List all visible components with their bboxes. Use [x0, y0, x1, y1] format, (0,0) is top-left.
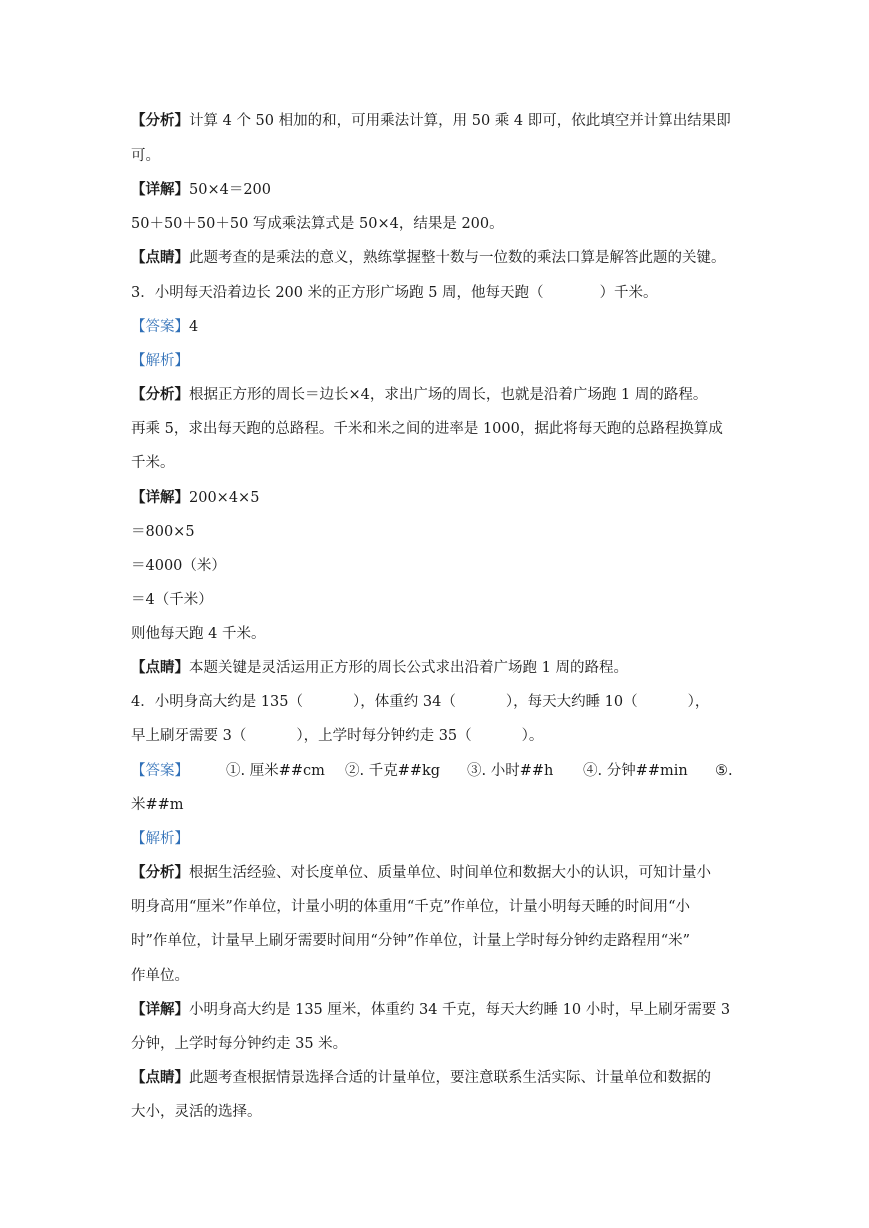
label-analysis: 【分析】	[131, 386, 189, 403]
label-answer: 【答案】	[131, 319, 189, 335]
q4-detail-line-2: 分钟，上学时每分钟约走 35 米。	[131, 1036, 348, 1052]
label-point: 【点睛】	[131, 1069, 189, 1086]
q3-analysis-line-1: 【分析】根据正方形的周长＝边长×4，求出广场的周长，也就是沿着广场跑 1 周的路程。	[131, 386, 708, 403]
prev-detail-line-1: 【详解】50×4＝200	[131, 181, 272, 198]
label-point: 【点睛】	[131, 249, 189, 266]
label-detail: 【详解】	[131, 181, 189, 198]
q3-detail-line-3: ＝4000（米）	[131, 558, 226, 574]
q4-analysis-line-4: 作单位。	[131, 968, 189, 984]
q3-detail-line-2: ＝800×5	[131, 524, 195, 540]
label-detail: 【详解】	[131, 1001, 189, 1018]
q4-analysis-line-3: 时”作单位，计量早上刷牙需要时间用“分钟”作单位，计量上学时每分钟约走路程用“米”	[131, 933, 691, 949]
answer-item: ②. 千克##kg	[345, 763, 441, 779]
q4-solution-label: 【解析】	[131, 831, 189, 847]
prev-analysis-line-2: 可。	[131, 148, 160, 164]
prev-analysis-line-1: 【分析】计算 4 个 50 相加的和，可用乘法计算，用 50 乘 4 即可，依此填空并计算出结果即	[131, 112, 731, 129]
prev-point-line: 【点睛】此题考查的是乘法的意义，熟练掌握整十数与一位数的乘法口算是解答此题的关键。	[131, 249, 726, 266]
q4-detail-line-1: 【详解】小明身高大约是 135 厘米，体重约 34 千克，每天大约睡 10 小时，早上刷牙需要 3	[131, 1001, 731, 1018]
answer-item: ①. 厘米##cm	[226, 763, 325, 779]
q3-detail-line-5: 则他每天跑 4 千米。	[131, 626, 266, 642]
q4-answer-continued: 米##m	[131, 797, 184, 813]
label-analysis: 【分析】	[131, 864, 189, 881]
q4-question-line-2: 早上刷牙需要 3（ ），上学时每分钟约走 35（ ）。	[131, 728, 544, 744]
prev-detail-line-2: 50＋50＋50＋50 写成乘法算式是 50×4，结果是 200。	[131, 216, 504, 232]
label-detail: 【详解】	[131, 489, 189, 506]
q3-analysis-line-2: 再乘 5，求出每天跑的总路程。千米和米之间的进率是 1000，据此将每天跑的总路程换算成	[131, 421, 723, 437]
q4-analysis-line-1: 【分析】根据生活经验、对长度单位、质量单位、时间单位和数据大小的认识，可知计量小	[131, 864, 711, 881]
q4-analysis-line-2: 明身高用“厘米”作单位，计量小明的体重用“千克”作单位，计量小明每天睡的时间用“小	[131, 899, 691, 915]
answer-item: ③. 小时##h	[467, 763, 554, 779]
label-point: 【点睛】	[131, 659, 189, 676]
q4-answer-line	[131, 761, 733, 781]
q4-question-line-1: 4．小明身高大约是 135（ ），体重约 34（ ），每天大约睡 10（ ），	[131, 694, 710, 710]
q3-point-line: 【点睛】本题关键是灵活运用正方形的周长公式求出沿着广场跑 1 周的路程。	[131, 659, 628, 676]
q3-detail-line-1: 【详解】200×4×5	[131, 489, 260, 506]
q4-point-line-2: 大小，灵活的选择。	[131, 1104, 262, 1120]
q3-question: 3．小明每天沿着边长 200 米的正方形广场跑 5 周，他每天跑（ ）千米。	[131, 285, 658, 301]
q3-solution-label: 【解析】	[131, 353, 189, 369]
label-analysis: 【分析】	[131, 112, 189, 129]
answer-item: ⑤.	[715, 763, 733, 779]
q3-analysis-line-3: 千米。	[131, 455, 175, 471]
answer-item: ④. 分钟##min	[583, 763, 688, 779]
q4-point-line-1: 【点睛】此题考查根据情景选择合适的计量单位，要注意联系生活实际、计量单位和数据的	[131, 1069, 711, 1086]
q3-detail-line-4: ＝4（千米）	[131, 592, 213, 608]
label-answer: 【答案】	[131, 763, 189, 779]
q3-answer: 【答案】4	[131, 319, 199, 335]
